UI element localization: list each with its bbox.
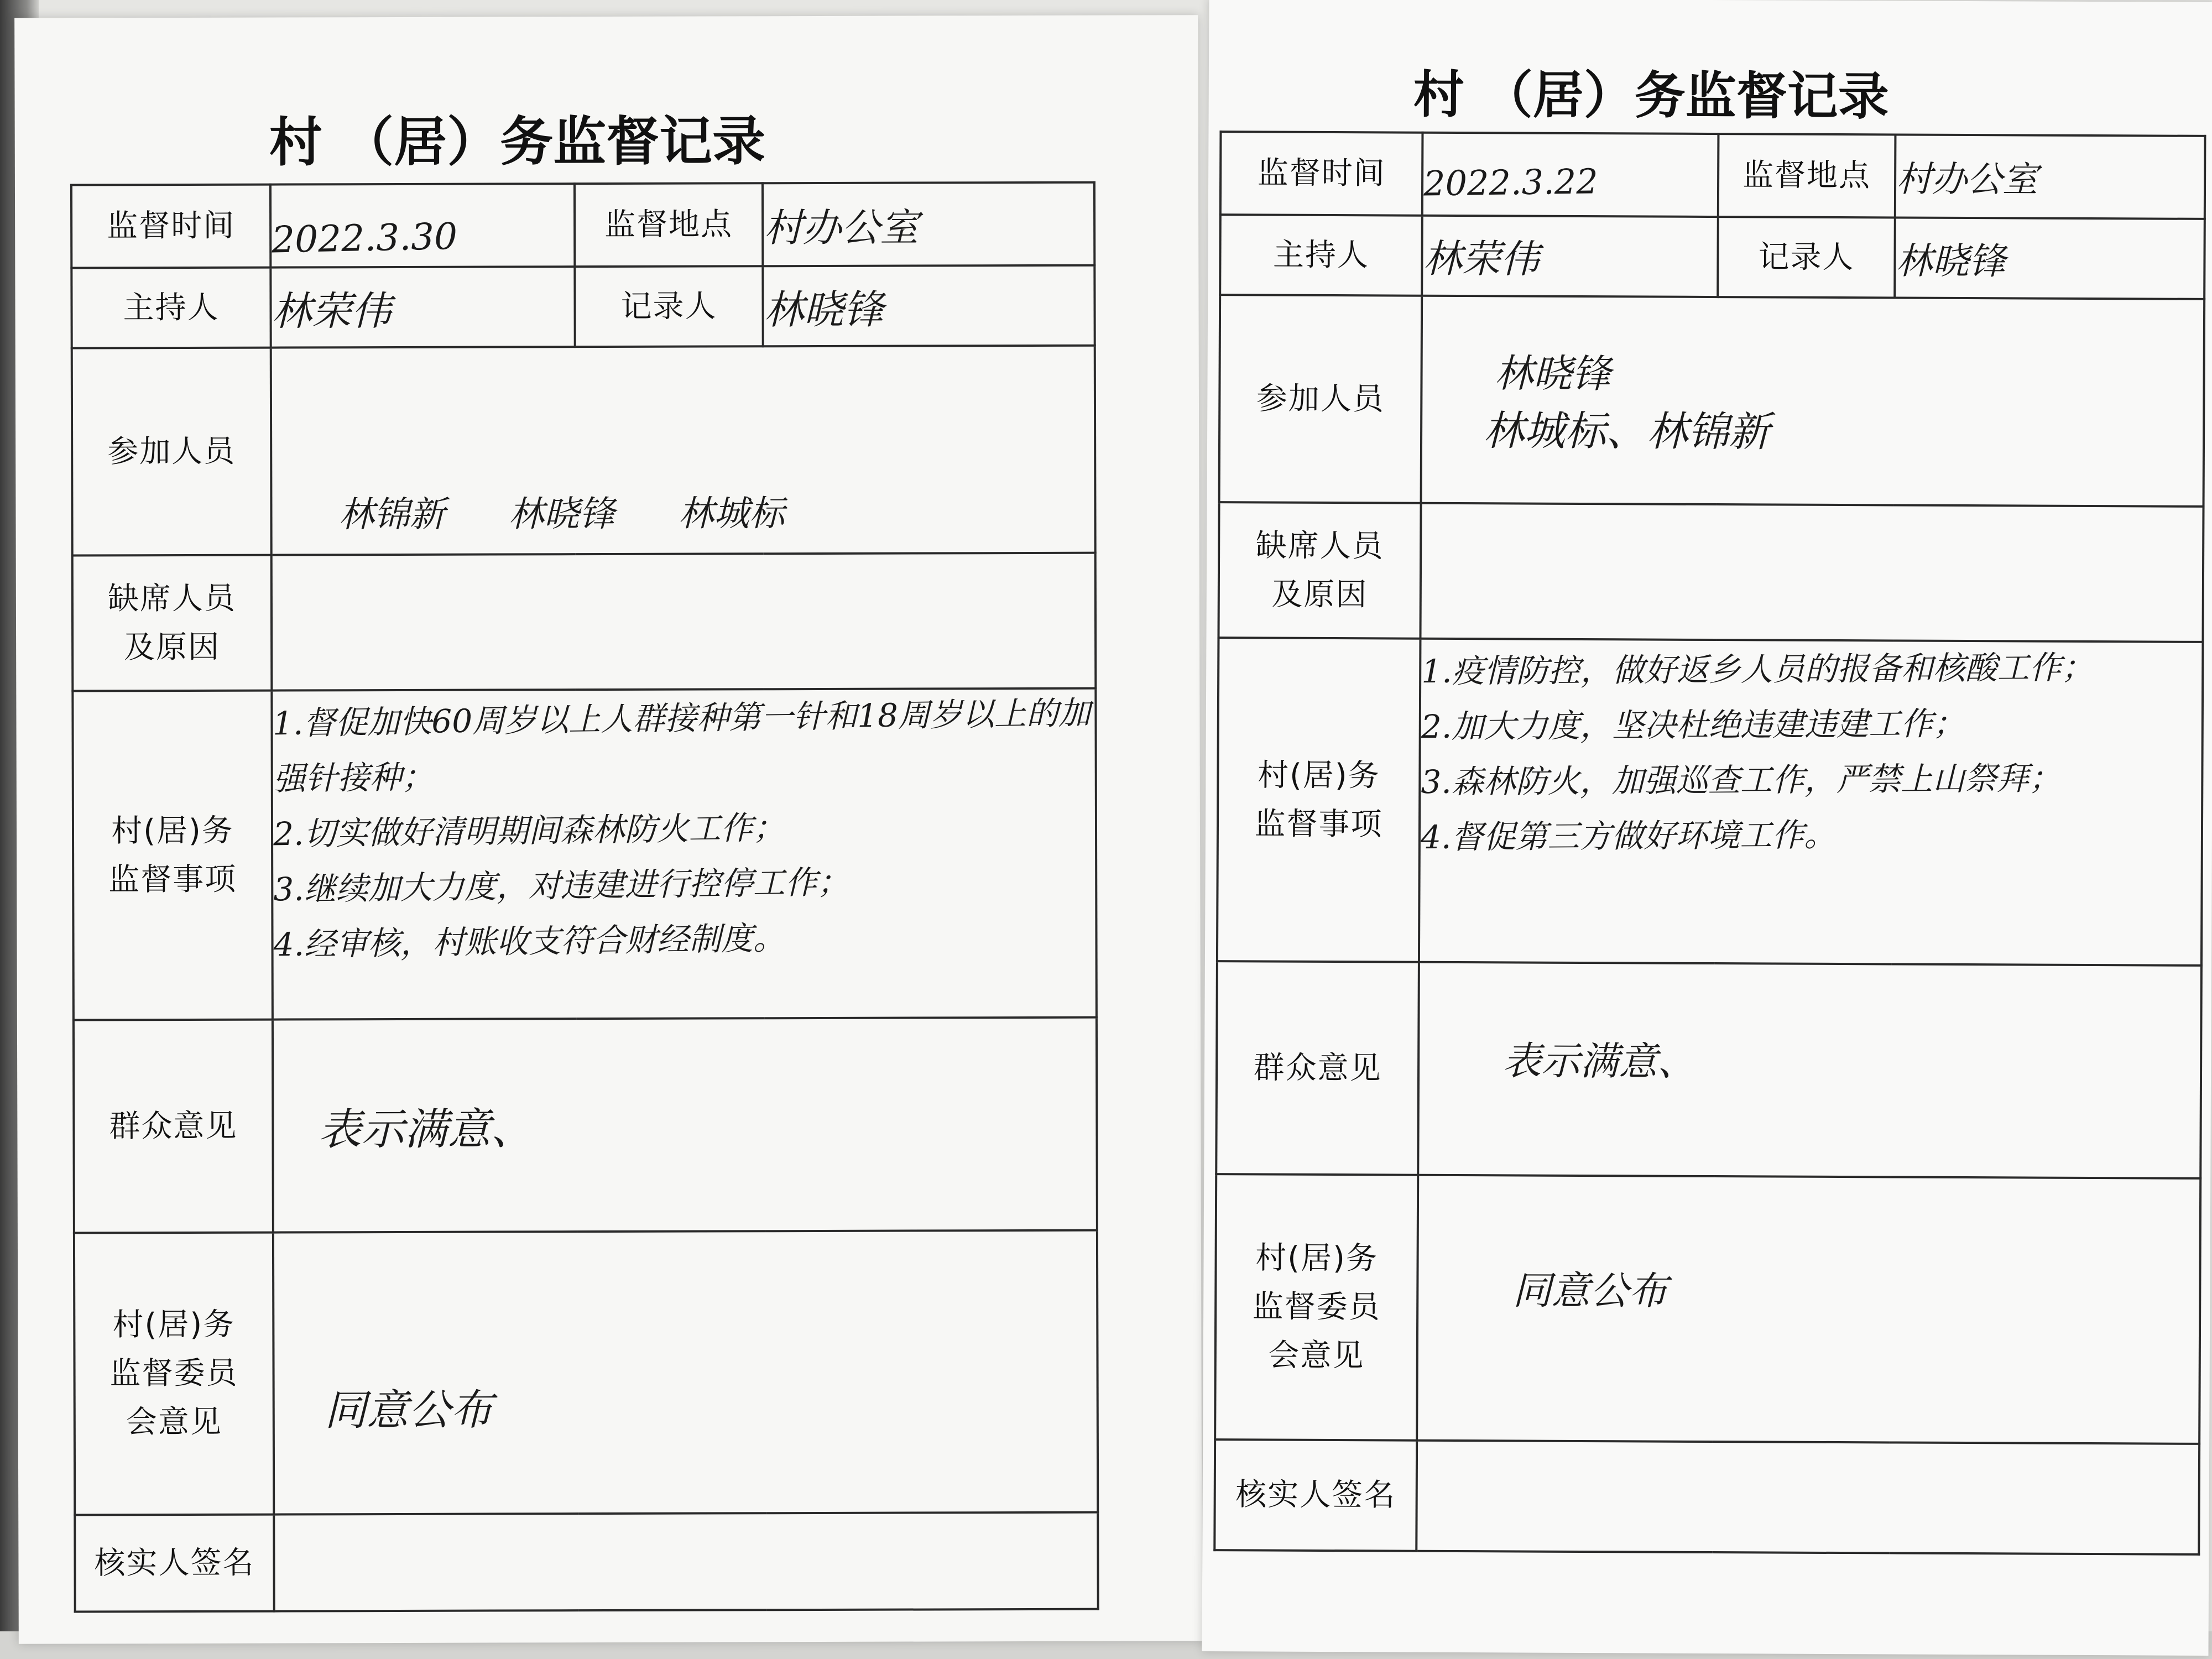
value-place xyxy=(1895,134,2205,218)
row-time-place xyxy=(71,182,1094,268)
left-record-table xyxy=(70,181,1099,1613)
right-record-sheet xyxy=(1202,0,2212,1656)
matter-item: 4.督促第三方做好环境工作。 xyxy=(1420,816,1837,857)
value-matters xyxy=(1419,639,2203,966)
row-opinion xyxy=(74,1018,1097,1233)
label-time: 监督时间 xyxy=(1220,132,1423,216)
left-record-sheet xyxy=(14,15,1202,1644)
left-sheet-title: 村 （居）务监督记录 xyxy=(269,109,766,174)
matter-item: 3.继续加大力度，对违建进行控停工作； xyxy=(273,863,850,909)
value-recorder xyxy=(763,265,1094,347)
label-place: 监督地点 xyxy=(1718,134,1896,217)
label-absent: 缺席人员 及原因 xyxy=(1218,502,1421,639)
value-participants xyxy=(271,346,1095,555)
value-matters xyxy=(272,688,1097,1020)
value-time xyxy=(1422,133,1719,217)
matter-item: 4.经审核，村账收支符合财经制度。 xyxy=(273,919,786,964)
handwritten-opinion: 表示满意、 xyxy=(318,1104,534,1155)
row-committee xyxy=(74,1230,1098,1515)
matter-item: 3.森林防火，加强巡查工作，严禁上山祭拜； xyxy=(1421,759,2061,801)
value-opinion xyxy=(1418,962,2201,1178)
handwritten-place: 村办公室 xyxy=(764,205,919,251)
value-absent xyxy=(1420,503,2203,642)
participant-name: 林晓锋 xyxy=(1494,351,1611,397)
row-time-place xyxy=(1220,132,2205,219)
row-host-recorder xyxy=(1220,215,2205,299)
label-opinion: 群众意见 xyxy=(74,1020,273,1233)
value-host xyxy=(1422,216,1718,297)
value-host xyxy=(270,267,575,347)
handwritten-recorder: 林晓锋 xyxy=(1896,239,2006,283)
handwritten-committee: 同意公布 xyxy=(324,1385,493,1434)
handwritten-host: 林荣伟 xyxy=(1423,236,1540,282)
row-participants xyxy=(72,346,1095,556)
row-verifier xyxy=(1214,1439,2199,1554)
right-record-table xyxy=(1213,131,2206,1556)
matter-item: 1.疫情防控，做好返乡人员的报备和核酸工作； xyxy=(1421,648,2094,691)
label-matters: 村(居)务 监督事项 xyxy=(72,691,273,1020)
handwritten-place: 村办公室 xyxy=(1896,159,2038,201)
row-participants xyxy=(1219,295,2205,507)
label-verifier: 核实人签名 xyxy=(1214,1439,1417,1551)
label-committee: 村(居)务 监督委员 会意见 xyxy=(1215,1174,1418,1441)
value-verifier xyxy=(274,1512,1098,1611)
right-sheet-title: 村 （居）务监督记录 xyxy=(1413,64,1890,127)
label-time: 监督时间 xyxy=(71,185,270,268)
value-absent xyxy=(272,553,1096,691)
handwritten-date: 2022.3.22 xyxy=(1423,160,1599,204)
row-absent xyxy=(72,553,1096,691)
value-verifier xyxy=(1416,1441,2199,1554)
value-place xyxy=(763,182,1094,267)
label-host: 主持人 xyxy=(1220,215,1422,296)
label-place: 监督地点 xyxy=(575,183,763,267)
handwritten-recorder: 林晓锋 xyxy=(764,286,884,333)
label-host: 主持人 xyxy=(71,268,270,348)
participant-name: 林城标 xyxy=(678,493,785,535)
value-opinion xyxy=(273,1018,1097,1233)
matter-item: 1.督促加快60周岁以上人群接种第一针和18周岁以上的加强针接种； xyxy=(272,694,1091,798)
handwritten-committee: 同意公布 xyxy=(1512,1267,1668,1314)
handwritten-opinion: 表示满意、 xyxy=(1502,1038,1697,1084)
matter-item: 2.加大力度，坚决杜绝违建违建工作； xyxy=(1421,705,1965,746)
value-committee xyxy=(1417,1175,2200,1444)
row-verifier xyxy=(75,1512,1098,1612)
value-participants xyxy=(1421,296,2205,507)
row-host-recorder xyxy=(71,265,1094,348)
label-recorder: 记录人 xyxy=(575,266,763,347)
value-recorder xyxy=(1895,217,2205,299)
label-participants: 参加人员 xyxy=(72,348,272,556)
label-participants: 参加人员 xyxy=(1219,295,1422,503)
row-matters xyxy=(1217,638,2203,966)
participant-names: 林城标、林锦新 xyxy=(1483,407,1770,456)
row-absent xyxy=(1218,502,2203,642)
label-opinion: 群众意见 xyxy=(1216,961,1419,1175)
value-time xyxy=(270,184,575,267)
label-matters: 村(居)务 监督事项 xyxy=(1217,638,1421,962)
label-absent: 缺席人员 及原因 xyxy=(72,555,272,691)
row-committee xyxy=(1215,1174,2200,1444)
label-recorder: 记录人 xyxy=(1718,217,1895,298)
row-matters xyxy=(72,688,1097,1020)
participant-name: 林锦新 xyxy=(338,494,445,536)
matter-item: 2.切实做好清明期间森林防火工作； xyxy=(273,808,785,853)
handwritten-date: 2022.3.30 xyxy=(271,215,458,262)
value-committee xyxy=(273,1230,1098,1515)
handwritten-host: 林荣伟 xyxy=(272,287,392,335)
label-verifier: 核实人签名 xyxy=(75,1515,274,1612)
label-committee: 村(居)务 监督委员 会意见 xyxy=(74,1233,274,1515)
participant-name: 林晓锋 xyxy=(508,493,615,535)
row-opinion xyxy=(1216,961,2201,1178)
